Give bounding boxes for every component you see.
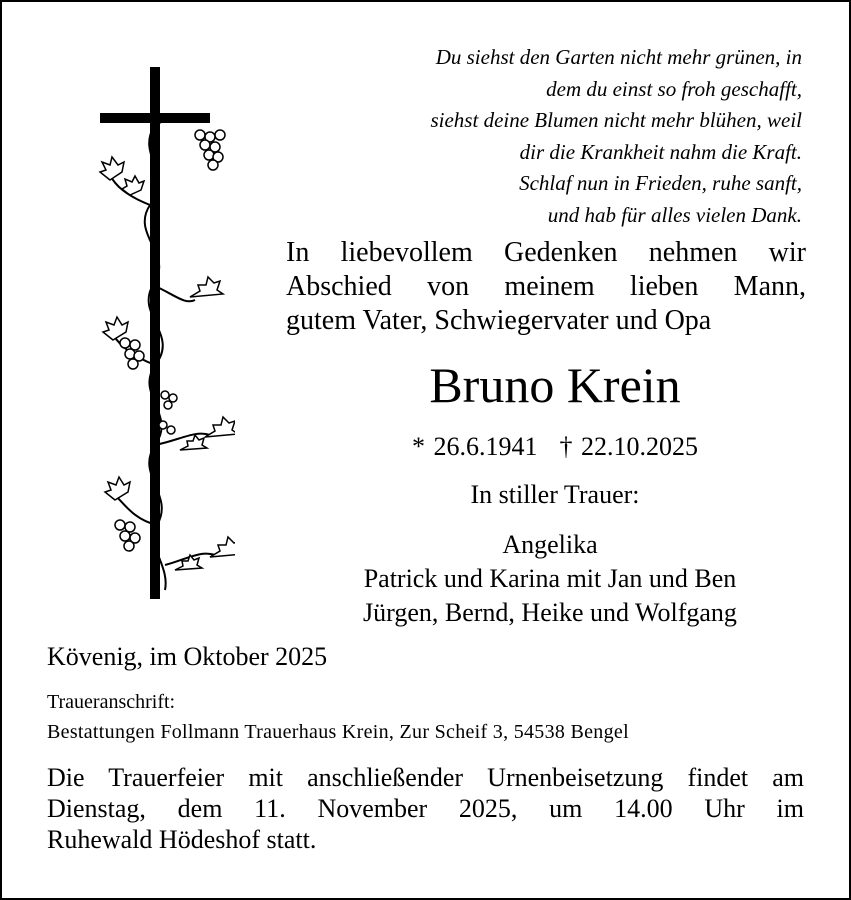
- mourning-label: In stiller Trauer:: [470, 480, 640, 509]
- intro-line: In liebevollem Gedenken nehmen wir: [286, 237, 806, 268]
- life-dates: [270, 430, 840, 464]
- poem-line: dem du einst so froh geschafft,: [546, 76, 802, 101]
- poem: [302, 42, 802, 231]
- death-date: † 22.10.2025: [559, 432, 698, 461]
- address-label: Traueranschrift:: [47, 691, 176, 713]
- ceremony-line: Ruhewald Hödeshof statt.: [47, 825, 317, 854]
- poem-line: Du siehst den Garten nicht mehr grünen, in: [435, 45, 802, 69]
- address-text: Bestattungen Follmann Trauerhaus Krein, Zur Scheif 3, 54538 Bengel: [47, 721, 629, 743]
- poem-line: und hab für alles vielen Dank.: [547, 202, 802, 227]
- intro-line: Abschied von meinem lieben Mann,: [286, 271, 806, 302]
- family-list: [270, 528, 830, 630]
- intro-text: [286, 236, 806, 338]
- ceremony-line: Die Trauerfeier mit anschließender Urnenbeisetzung findet am: [47, 763, 804, 792]
- place-date: Kövenig, im Oktober 2025: [47, 642, 328, 671]
- cross-with-vine-icon: [95, 65, 235, 600]
- family-line: Jürgen, Bernd, Heike und Wolfgang: [363, 598, 737, 627]
- poem-line: Schlaf nun in Frieden, ruhe sanft,: [519, 171, 802, 195]
- ceremony-line: Dienstag, dem 11. November 2025, um 14.00 Uhr im: [47, 794, 804, 823]
- deceased-name: Bruno Krein: [429, 357, 681, 413]
- birth-date: * 26.6.1941: [412, 432, 538, 461]
- family-line: Angelika: [502, 530, 598, 559]
- poem-line: dir die Krankheit nahm die Kraft.: [519, 139, 802, 164]
- intro-line: gutem Vater, Schwiegervater und Opa: [286, 305, 712, 336]
- ceremony-text: [47, 762, 804, 855]
- family-line: Patrick und Karina mit Jan und Ben: [363, 564, 737, 593]
- poem-line: siehst deine Blumen nicht mehr blühen, weil: [430, 108, 802, 132]
